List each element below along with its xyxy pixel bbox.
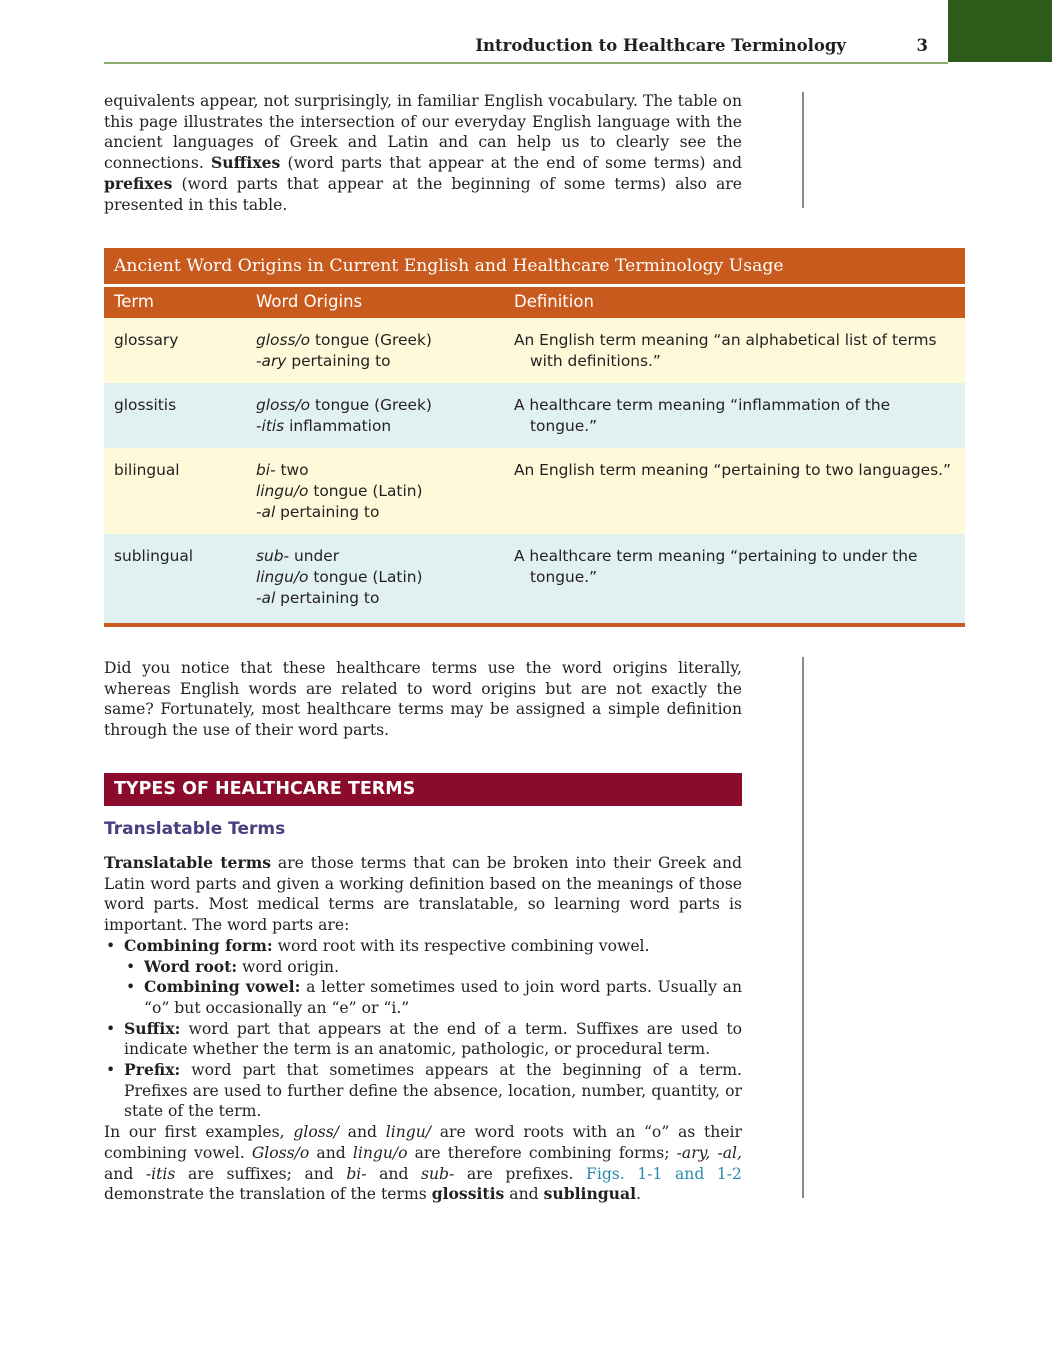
word-part-meaning: tongue (Greek) (310, 331, 432, 349)
table-row (104, 318, 965, 383)
running-head (104, 34, 930, 60)
closing-text: and (104, 1164, 146, 1183)
word-part-meaning: pertaining to (275, 503, 380, 521)
intro-text-2: (word parts that appear at the end of some terms) and (280, 154, 742, 173)
intro-text-3: (word parts that appear at the beginning of some terms) also are presented in this table. (104, 174, 742, 214)
closing-text: are suffixes; and (175, 1164, 347, 1183)
list-item (104, 1019, 742, 1060)
word-part-meaning: pertaining to (286, 352, 391, 370)
closing-text: and (366, 1164, 422, 1183)
word-part-meaning: inflammation (284, 417, 392, 435)
section-heading: TYPES OF HEALTHCARE TERMS (104, 773, 742, 806)
word-part-meaning: pertaining to (275, 589, 380, 607)
bullet-text: word part that appears at the end of a term. Suffixes are used to indicate whether the term is an anatomic, pathologic, or procedural term. (124, 1019, 742, 1059)
word-part: lingu/o (256, 482, 309, 500)
prefixes-term: prefixes (104, 173, 173, 193)
term-cell: sublingual (114, 547, 194, 565)
margin-rule-top (802, 92, 804, 208)
lead-text: are those terms that can be broken into their Greek and Latin word parts and given a working definition based on the meanings of those word parts. Most medical terms are translatable, so learning word parts is important. The word parts are: (104, 854, 742, 935)
closing-text: In our first examples, (104, 1123, 294, 1142)
word-part: sub- (256, 547, 290, 565)
closing-italic: lingu/o (352, 1143, 408, 1162)
page-number: 3 (916, 36, 928, 55)
closing-paragraph (104, 1122, 742, 1205)
bullet-term: Combining vowel: (144, 977, 301, 997)
definition-text: A healthcare term meaning “pertaining to under the tongue.” (514, 547, 918, 586)
table-bottom-rule (104, 623, 965, 627)
closing-italic: Gloss/o (251, 1143, 310, 1162)
term-cell: glossitis (114, 396, 177, 414)
closing-text: demonstrate the translation of the terms (104, 1185, 432, 1204)
table-header-row (104, 287, 965, 318)
list-item (104, 936, 742, 1019)
word-part: gloss/o (256, 396, 311, 414)
closing-italic: gloss/ (293, 1123, 339, 1142)
word-part: lingu/o (256, 568, 309, 586)
word-part-meaning: tongue (Latin) (308, 568, 423, 586)
bullet-text: word origin. (237, 957, 340, 976)
bullet-text: word part that sometimes appears at the beginning of a term. Prefixes are used to further define the absence, location, number, quantity, or state of the term. (124, 1061, 742, 1121)
table-row (104, 383, 965, 448)
list-item (124, 957, 742, 978)
closing-text: and (309, 1143, 353, 1162)
margin-rule-bottom (802, 657, 804, 1198)
list-item (124, 977, 742, 1018)
definition-text: An English term meaning “an alphabetical list of terms with definitions.” (514, 331, 937, 370)
term-cell: bilingual (114, 461, 180, 479)
sub-list (124, 957, 742, 1019)
definition-cell (514, 330, 954, 372)
intro-paragraph (104, 91, 742, 215)
definition-cell (514, 546, 954, 588)
closing-text: are word roots with an “o” as their combining vowel. (104, 1123, 742, 1162)
column-header-definition: Definition (514, 292, 594, 311)
closing-text: are prefixes. (454, 1164, 587, 1183)
closing-text: . (636, 1185, 642, 1204)
origins-cell (256, 546, 506, 609)
word-part-meaning: two (275, 461, 309, 479)
chapter-tab (948, 0, 1052, 62)
closing-italic: -itis (145, 1164, 176, 1183)
definition-cell (514, 395, 954, 437)
origins-cell (256, 330, 506, 372)
closing-italic: sub- (421, 1164, 455, 1183)
word-part: -al (256, 503, 276, 521)
origins-cell (256, 395, 506, 437)
bullet-text: a letter sometimes used to join word parts. Usually an “o” but occasionally an “e” or “i.” (144, 978, 742, 1017)
bullet-text: word root with its respective combining vowel. (272, 936, 650, 955)
word-origins-table (104, 248, 965, 627)
suffixes-term: Suffixes (211, 153, 281, 173)
lead-term: Translatable terms (104, 853, 271, 872)
word-part: -ary (256, 352, 287, 370)
origins-cell (256, 460, 506, 523)
table-title: Ancient Word Origins in Current English and Healthcare Terminology Usage (104, 248, 965, 284)
word-part: bi- (256, 461, 276, 479)
column-header-term: Term (114, 292, 154, 311)
bullet-term: Combining form: (124, 935, 273, 955)
word-part-meaning: tongue (Latin) (308, 482, 423, 500)
closing-text: and (338, 1123, 386, 1142)
bullet-term: Prefix: (124, 1060, 181, 1080)
closing-text: are therefore combining forms; (407, 1143, 677, 1162)
bullet-term: Suffix: (124, 1018, 181, 1038)
closing-italic: lingu/ (385, 1123, 432, 1142)
word-part: gloss/o (256, 331, 311, 349)
list-item (104, 1060, 742, 1122)
translatable-terms-body (104, 853, 742, 1205)
word-parts-list (104, 936, 742, 1122)
closing-bold: glossitis (431, 1184, 505, 1204)
word-part-meaning: under (289, 547, 340, 565)
subheading: Translatable Terms (104, 819, 286, 839)
closing-text: and (504, 1185, 544, 1204)
table-row (104, 534, 965, 623)
bullet-term: Word root: (144, 956, 238, 976)
table-row (104, 448, 965, 534)
running-title: Introduction to Healthcare Terminology (475, 36, 846, 55)
definition-cell (514, 460, 954, 481)
header-rule (104, 62, 948, 64)
definition-text: A healthcare term meaning “inflammation of the tongue.” (514, 396, 891, 435)
notice-text: Did you notice that these healthcare terms use the word origins literally, whereas English words are related to word origins but are not exactly the same? Fortunately, most healthcare terms may be assigned a simple definition through the use of their word parts. (104, 659, 742, 740)
word-part-meaning: tongue (Greek) (310, 396, 432, 414)
term-cell: glossary (114, 331, 179, 349)
figure-reference-link[interactable]: Figs. 1-1 and 1-2 (586, 1164, 742, 1183)
notice-paragraph (104, 658, 742, 741)
intro-text-1: equivalents appear, not surprisingly, in familiar English vocabulary. The table on this page illustrates the intersection of our everyday English language with the ancient languages of Greek and Latin and can help us to clearly see the connections. (104, 92, 742, 173)
closing-bold: sublingual (543, 1184, 637, 1204)
closing-italic: -ary, -al, (676, 1143, 742, 1162)
definition-text: An English term meaning “pertaining to two languages.” (514, 461, 951, 479)
word-part: -al (256, 589, 276, 607)
word-part: -itis (256, 417, 285, 435)
column-header-word-origins: Word Origins (256, 292, 363, 311)
closing-italic: bi- (346, 1164, 367, 1183)
